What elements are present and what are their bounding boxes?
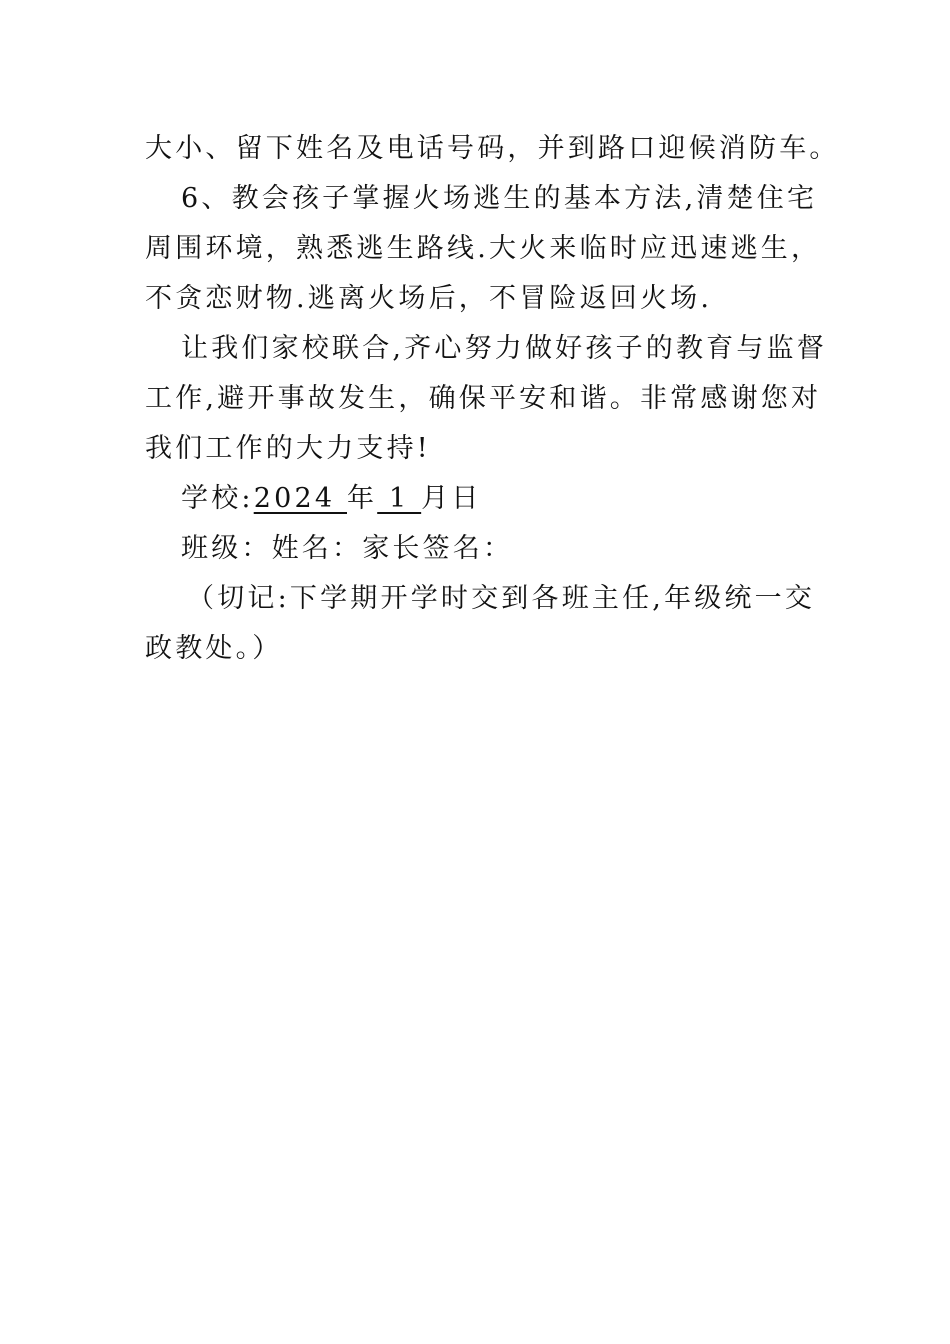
month-value: 1	[377, 483, 422, 514]
paragraph-5-tail: 大小、留下姓名及电话号码，并到路口迎候消防车。	[145, 133, 840, 164]
month-day-label: 月日	[421, 483, 482, 514]
item-6-line-3: 不贪恋财物.逃离火场后，不冒险返回火场.	[145, 283, 713, 314]
year-label: 年	[347, 483, 378, 514]
class-name-signature-line: 班级：姓名：家长签名：	[181, 533, 514, 564]
closing-line-3: 我们工作的大力支持!	[145, 433, 431, 464]
closing-line-2: 工作,避开事故发生，确保平安和谐。非常感谢您对	[145, 383, 822, 414]
school-date-line	[145, 474, 810, 524]
item-6-line-2: 周围环境，熟悉逃生路线.大火来临时应迅速逃生，	[145, 233, 822, 264]
note-line-1: （切记:下学期开学时交到各班主任,年级统一交	[187, 583, 816, 614]
school-label: 学校:	[181, 483, 254, 514]
closing-line-1: 让我们家校联合,齐心努力做好孩子的教育与监督	[181, 333, 827, 364]
item-6-line-1: 6、教会孩子掌握火场逃生的基本方法,清楚住宅	[181, 183, 818, 214]
note-line-2: 政教处。）	[145, 633, 283, 664]
notice-text	[145, 124, 840, 674]
year-value: 2024	[253, 483, 347, 514]
